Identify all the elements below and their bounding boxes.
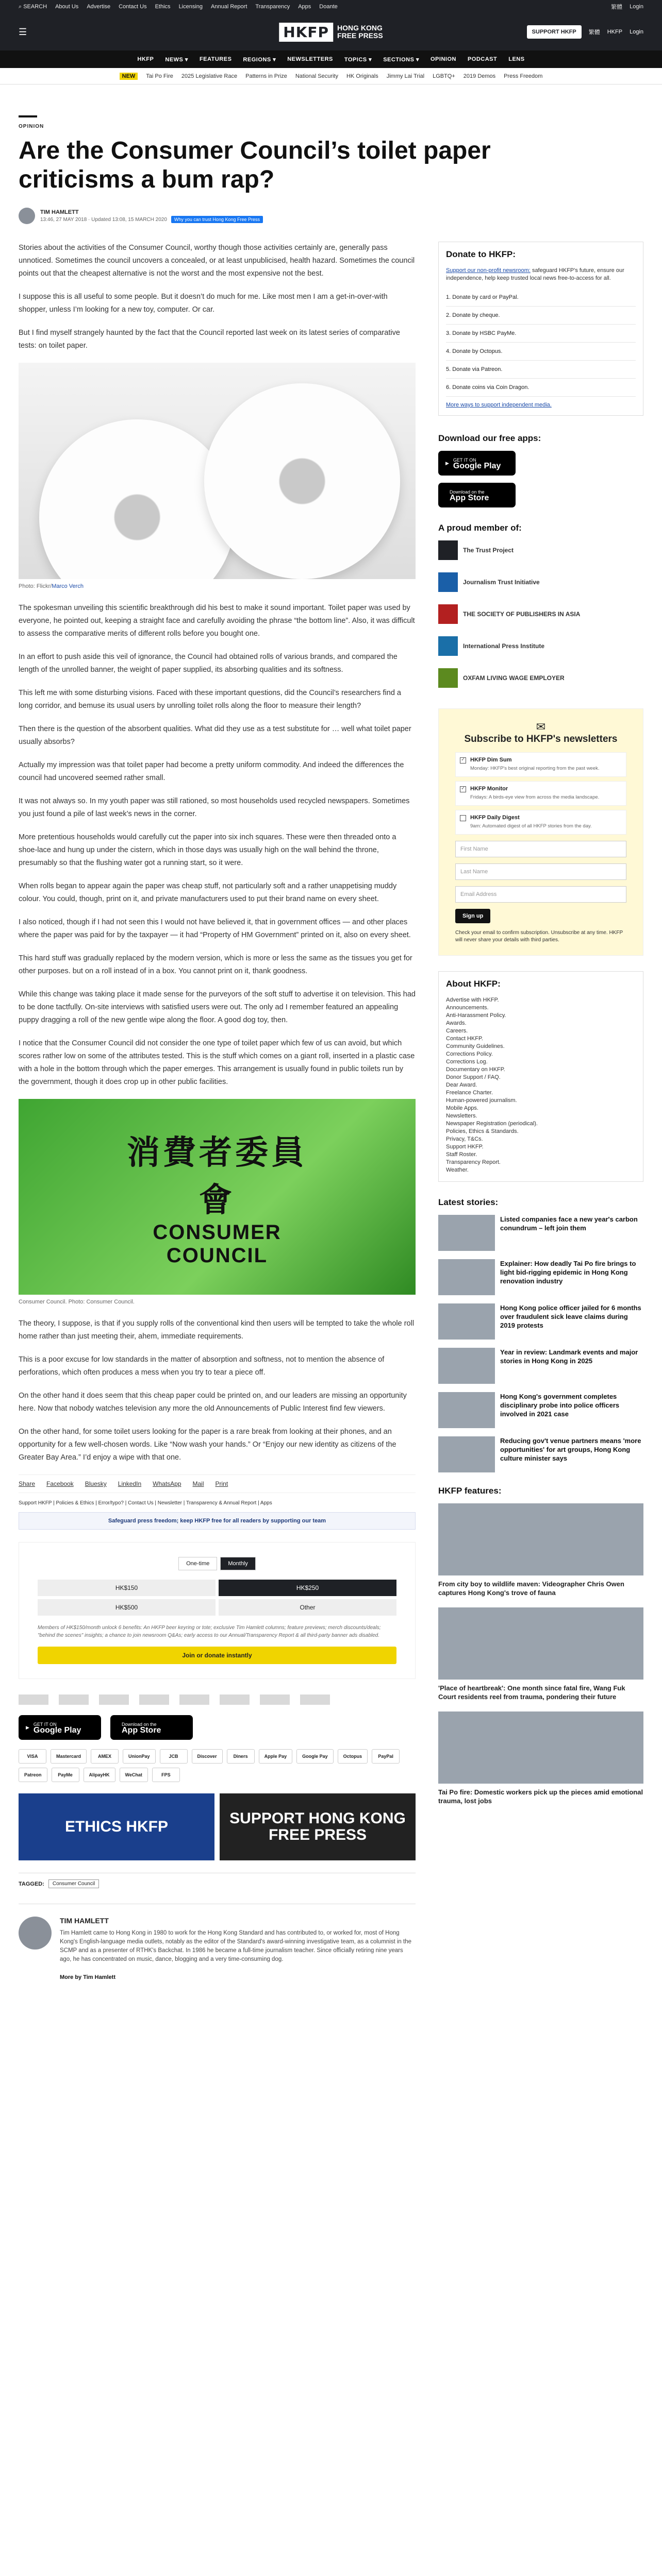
logo-text-line-2: FREE PRESS <box>337 31 383 40</box>
member-name: THE SOCIETY OF PUBLISHERS IN ASIA <box>463 611 581 618</box>
about-link[interactable]: Support HKFP. <box>446 1144 484 1150</box>
article-dates-text: 13:46, 27 MAY 2018 · Updated 13:08, 15 MARCH 2020 <box>40 217 167 223</box>
author-bio: Tim Hamlett came to Hong Kong in 1980 to work for the Hong Kong Standard and has contributed to, or worked for, most of Hong Kong's English-language media outlets, notably as the editor of the Standard's award-winning investigative team, as a columnist in the SCMP and as a presenter of RTHK's Backchat. In 1986 he became a full-time journalism teacher. Since officially retiring nine years ago, he has concentrated on music, dance, blogging and a very time-consuming dog. <box>60 1930 412 1962</box>
donate-option[interactable]: 1. Donate by card or PayPal. <box>446 289 636 307</box>
about-panel <box>438 971 643 1182</box>
member-name: Journalism Trust Initiative <box>463 579 540 586</box>
jcb-icon: JCB <box>160 1749 188 1764</box>
new-badge: NEW <box>120 73 138 80</box>
trending-item[interactable]: 2025 Legislative Race <box>181 73 238 79</box>
header-link-login[interactable]: Login <box>630 29 643 35</box>
header-link-chinese[interactable]: 繁體 <box>588 29 600 36</box>
octopus-icon: Octopus <box>338 1749 368 1764</box>
about-link[interactable]: Documentary on HKFP. <box>446 1066 505 1073</box>
trending-item[interactable]: Tai Po Fire <box>146 73 173 79</box>
newsletter-option-title: HKFP Daily Digest <box>470 815 520 821</box>
amount-option[interactable]: HK$500 <box>38 1599 216 1616</box>
latest-story[interactable] <box>438 1436 643 1472</box>
tag-row <box>19 1873 416 1888</box>
google-play-button[interactable] <box>19 1715 101 1740</box>
about-link[interactable]: Weather. <box>446 1167 469 1173</box>
google-play-icon: ▶ <box>445 460 449 466</box>
menu-icon[interactable]: ☰ <box>19 26 27 37</box>
paypal-icon: PayPal <box>372 1749 400 1764</box>
top-link-chinese[interactable]: 繁體 <box>611 4 623 10</box>
article-paragraph: The theory, I suppose, is that if you supply rolls of the conventional kind then users will be tempted to take the whole roll home rather than just meeting their, ahem, immediate requirements. <box>19 1319 415 1341</box>
diners-icon: Diners <box>227 1749 255 1764</box>
top-link-apps[interactable]: Apps <box>298 4 311 10</box>
about-link[interactable]: Anti-Harassment Policy. <box>446 1012 506 1019</box>
donation-widget <box>19 1542 416 1679</box>
about-link[interactable]: Careers. <box>446 1028 468 1034</box>
share-bar <box>19 1475 416 1493</box>
top-link-annual-report[interactable]: Annual Report <box>211 4 247 10</box>
newsletter-option-title: HKFP Monitor <box>470 786 508 792</box>
article-paragraph: In an effort to push aside this veil of ignorance, the Council had obtained rolls of various brands, and compared the length of the unrolled banner, the weight of paper supplied, its absorbing qualities and its softness. <box>19 653 398 674</box>
share-whatsapp[interactable]: WhatsApp <box>153 1480 181 1487</box>
trust-button[interactable]: Why you can trust Hong Kong Free Press <box>171 216 263 223</box>
donate-option[interactable]: 5. Donate via Patreon. <box>446 361 636 379</box>
app-store-label: App Store <box>122 1726 161 1735</box>
newsletter-option[interactable] <box>455 752 626 777</box>
google-play-icon: ▶ <box>26 1724 29 1730</box>
article-paragraph: Then there is the question of the absorbent qualities. What did they use as a test substitute for … well what toilet paper usually absorbs? <box>19 725 411 746</box>
latest-list <box>438 1215 643 1472</box>
donate-option[interactable]: 3. Donate by HSBC PayMe. <box>446 325 636 343</box>
about-link[interactable]: Community Guidelines. <box>446 1043 505 1049</box>
newsletter-note: Check your email to confirm subscription. Unsubscribe at any time. HKFP will never share your details with third parties. <box>455 930 623 943</box>
nav-item-features[interactable]: FEATURES <box>199 56 232 62</box>
about-link[interactable]: Policies, Ethics & Standards. <box>446 1128 519 1134</box>
donate-option[interactable]: 4. Donate by Octopus. <box>446 343 636 361</box>
nav-item-hkfp[interactable]: HKFP <box>137 56 154 62</box>
email-field[interactable]: Email Address <box>455 886 626 903</box>
support-promo[interactable]: SUPPORT HONG KONG FREE PRESS <box>220 1793 416 1860</box>
member-name: International Press Institute <box>463 642 545 650</box>
more-by-author-link[interactable]: More by Tim Hamlett <box>60 1974 115 1980</box>
trending-item[interactable]: Jimmy Lai Trial <box>386 73 425 79</box>
sidebar <box>438 242 643 1980</box>
apple-pay-icon: Apple Pay <box>259 1749 293 1764</box>
nav-item-topics[interactable]: TOPICS ▾ <box>344 56 372 63</box>
photo-credit-link[interactable]: Marco Verch <box>52 583 84 589</box>
about-link[interactable]: Awards. <box>446 1020 467 1026</box>
nav-item-lens[interactable]: LENS <box>508 56 525 62</box>
mail-icon: ✉ <box>536 720 546 733</box>
nav-item-newsletters[interactable]: NEWSLETTERS <box>287 56 333 62</box>
member-name: The Trust Project <box>463 547 514 554</box>
partner-logo <box>19 1694 48 1705</box>
story-thumbnail <box>438 1215 495 1251</box>
top-link-about[interactable]: About Us <box>55 4 79 10</box>
feature-title: 'Place of heartbreak': One month since fatal fire, Wang Fuk Court residents reel from trauma, pondering their future <box>438 1684 625 1701</box>
site-logo[interactable] <box>279 23 383 42</box>
article-paragraph: While this change was taking place it made sense for the purveyors of the soft stuff to advertise it on television. This had to be done tactfully. On-site interviews with satisfied users were out. The only ad I remember featured an appealing puppy dragging a roll of the new gentle wipe along the floor. A good dog toy, then. <box>19 990 416 1024</box>
feature-image <box>438 1607 643 1680</box>
apps-heading: Download our free apps: <box>438 433 541 443</box>
visa-icon: VISA <box>19 1749 46 1764</box>
council-sign <box>118 1126 317 1267</box>
toilet-paper-photo <box>19 363 416 579</box>
share-print[interactable]: Print <box>215 1480 228 1487</box>
join-donate-button[interactable]: Join or donate instantly <box>38 1647 396 1664</box>
council-sign-chinese: 消費者委員會 <box>127 1134 307 1219</box>
features-list <box>438 1503 643 1805</box>
partner-logos <box>19 1694 416 1705</box>
photo-caption: Consumer Council. Photo: Consumer Council. <box>19 1299 135 1305</box>
about-link[interactable]: Corrections Log. <box>446 1059 488 1065</box>
story-thumbnail <box>438 1259 495 1295</box>
logo-text-line-1: HONG KONG <box>337 24 383 32</box>
member-sopa[interactable] <box>438 604 643 624</box>
feature-story[interactable] <box>438 1607 643 1701</box>
about-link[interactable]: Staff Roster. <box>446 1151 477 1158</box>
top-link-contact[interactable]: Contact Us <box>119 4 147 10</box>
member-logos <box>438 540 643 688</box>
google-pay-icon: Google Pay <box>296 1749 334 1764</box>
one-time-tab[interactable]: One-time <box>178 1557 217 1570</box>
story-thumbnail <box>438 1436 495 1472</box>
last-name-field[interactable]: Last Name <box>455 863 626 880</box>
article-paragraph: It was not always so. In my youth paper was still rationed, so most households used recycled newspapers. Sometimes you just found a pile of last week’s news in the corner. <box>19 797 410 818</box>
story-title: Listed companies face a new year's carbon conundrum – left join them <box>500 1215 638 1232</box>
partner-logo <box>59 1694 89 1705</box>
story-title: Hong Kong's government completes disciplinary probe into police officers involved in 2021 case <box>500 1393 620 1418</box>
donate-heading: Donate to HKFP: <box>446 249 516 259</box>
donate-intro-text: safeguard HKFP's future, ensure our independence, help keep trusted local news free-to-access for all. <box>446 267 624 281</box>
google-play-small: GET IT ON <box>453 457 476 463</box>
app-store-small: Download on the <box>122 1722 157 1727</box>
council-sign-english: CONSUMER COUNCIL <box>153 1221 282 1267</box>
article-kicker[interactable]: OPINION <box>19 124 44 129</box>
nav-item-news[interactable]: NEWS ▾ <box>165 56 188 63</box>
discover-icon: Discover <box>192 1749 223 1764</box>
article-paragraph: I suppose this is all useful to some people. But it doesn’t do much for me. Like most men I am a get-in-over-with shopper, unless I’m looking for a new toy, computer. Or car. <box>19 293 388 314</box>
app-store-small: Download on the <box>450 489 485 495</box>
about-link[interactable]: Privacy, T&Cs. <box>446 1136 483 1142</box>
article-paragraph: The spokesman unveiling this scientific breakthrough did his best to make it sound important. Toilet paper was used by everyone, he pointed out, keeping a straight face and carefully avoiding the phrase “the bottom line”. Also, it was difficult to assess the comparative merits of different rolls before you bought one. <box>19 604 415 638</box>
about-link[interactable]: Newsletters. <box>446 1113 477 1119</box>
latest-story[interactable] <box>438 1392 643 1428</box>
google-play-small: GET IT ON <box>33 1722 57 1727</box>
donate-intro <box>446 267 636 282</box>
trending-bar <box>0 68 662 84</box>
member-ipi[interactable] <box>438 636 643 656</box>
nav-item-regions[interactable]: REGIONS ▾ <box>243 56 276 63</box>
share-bluesky[interactable]: Bluesky <box>85 1480 107 1487</box>
newsletter-signup <box>438 708 643 956</box>
share-link[interactable]: Share <box>19 1480 36 1487</box>
newsletter-option[interactable] <box>455 781 626 806</box>
photo-caption-text: Photo: Flickr/ <box>19 583 52 589</box>
wechat-icon: WeChat <box>120 1768 148 1782</box>
consumer-council-photo <box>19 1099 416 1295</box>
top-link-transparency[interactable]: Transparency <box>255 4 290 10</box>
about-link[interactable]: Advertise with HKFP. <box>446 997 499 1003</box>
newsletter-option-desc: Fridays: A birds-eye view from across the media landscape. <box>470 794 600 800</box>
author-photo <box>19 1917 52 1950</box>
top-link-ethics[interactable]: Ethics <box>155 4 171 10</box>
article-paragraph: Actually my impression was that toilet paper had become a pretty uniform commodity. And indeed the differences the council had uncovered seemed rather small. <box>19 761 404 782</box>
partner-logo <box>139 1694 169 1705</box>
trending-item[interactable]: LGBTQ+ <box>433 73 455 79</box>
article-paragraph: I also noticed, though if I had not seen this I would not have believed it, that in government offices — and other places where the paper was paid for by the taxpayer — it had “Property of HM Government” printed on it, also on every sheet. <box>19 918 411 939</box>
author-box <box>19 1904 416 1980</box>
feature-title: Tai Po fire: Domestic workers pick up the pieces amid emotional trauma, lost jobs <box>438 1788 643 1805</box>
article-paragraph: On the other hand it does seem that this cheap paper could be printed on, and our leaders are missing an opportunity here. Now that nobody watches television any more the old Announcements of Public Interest find few viewers. <box>19 1392 407 1413</box>
about-link[interactable]: Contact HKFP. <box>446 1036 483 1042</box>
amount-option-selected[interactable]: HK$250 <box>219 1580 396 1596</box>
donate-intro-link[interactable]: Support our non-profit newsroom: <box>446 267 531 274</box>
article-paragraph: Stories about the activities of the Consumer Council, worthy though those activities certainly are, generally pass unnoticed. Sometimes the council uncovers a concealed, or at least unpublicised, health hazard. Sometimes the council points out that the cheapest alternative is not the worst and the most expensive not the best. <box>19 244 415 278</box>
story-title: Hong Kong police officer jailed for 6 months over fraudulent sick leave claims during 2019 protests <box>500 1304 641 1329</box>
partner-logo <box>220 1694 250 1705</box>
top-link-licensing[interactable]: Licensing <box>178 4 203 10</box>
amex-icon: AMEX <box>91 1749 119 1764</box>
payment-icons <box>19 1749 416 1782</box>
donate-option[interactable]: 2. Donate by cheque. <box>446 307 636 325</box>
top-utility-bar <box>0 0 662 13</box>
about-heading: About HKFP: <box>446 979 501 989</box>
fps-icon: FPS <box>152 1768 180 1782</box>
mastercard-icon: Mastercard <box>51 1749 87 1764</box>
share-mail[interactable]: Mail <box>192 1480 204 1487</box>
story-title: Year in review: Landmark events and major stories in Hong Kong in 2025 <box>500 1348 638 1365</box>
about-link[interactable]: Mobile Apps. <box>446 1105 478 1111</box>
article-paragraph: When rolls began to appear again the paper was cheap stuff, not particularly soft and a rather unappetising muddy colour. You could, though, print on it, and private manufacturers used to put their brand name on every sheet. <box>19 882 397 903</box>
google-play-label: Google Play <box>453 462 501 470</box>
app-store-button[interactable] <box>110 1715 193 1740</box>
site-header <box>0 13 662 50</box>
member-name: OXFAM LIVING WAGE EMPLOYER <box>463 674 565 682</box>
feature-image <box>438 1711 643 1784</box>
nav-item-sections[interactable]: SECTIONS ▾ <box>383 56 419 63</box>
newsletter-option-title: HKFP Dim Sum <box>470 757 512 763</box>
signup-button[interactable]: Sign up <box>455 909 490 923</box>
top-link-donate[interactable]: Doante <box>319 4 338 10</box>
newsletter-option-desc: 9am: Automated digest of all HKFP stories from the day. <box>470 823 592 829</box>
story-thumbnail <box>438 1392 495 1428</box>
about-list <box>446 996 636 1174</box>
article-paragraph: I notice that the Consumer Council did not consider the one type of toilet paper which few of us can avoid, but which scores rather low on some of the attributes tested. This is the stuff which comes on a giant roll, inserted in a plastic case with a hole in the bottom through which the paper emerges. This arrangement is usually found in public toilets run by the government, though it does crop up in other public facilities. <box>19 1039 415 1086</box>
search-link[interactable]: ⌕ SEARCH <box>19 3 47 10</box>
trending-item[interactable]: HK Originals <box>346 73 378 79</box>
feature-image <box>438 1503 643 1575</box>
latest-story[interactable] <box>438 1303 643 1340</box>
main-nav <box>0 50 662 68</box>
author-avatar <box>19 208 35 224</box>
nav-item-opinion[interactable]: OPINION <box>431 56 456 62</box>
checkbox[interactable] <box>460 815 466 821</box>
latest-story[interactable] <box>438 1215 643 1251</box>
about-link[interactable]: Donor Support / FAQ. <box>446 1074 501 1080</box>
support-hkfp-button[interactable]: SUPPORT HKFP <box>527 25 582 39</box>
partner-logo <box>99 1694 129 1705</box>
member-oxfam[interactable] <box>438 668 643 688</box>
article-title: Are the Consumer Council’s toilet paper criticisms a bum rap? <box>19 137 491 193</box>
nav-item-podcast[interactable]: PODCAST <box>467 56 498 62</box>
google-play-label: Google Play <box>33 1726 81 1735</box>
trending-item[interactable]: 2019 Demos <box>463 73 496 79</box>
search-label: SEARCH <box>23 3 47 10</box>
partner-logo <box>179 1694 209 1705</box>
partner-logo <box>300 1694 330 1705</box>
story-thumbnail <box>438 1348 495 1384</box>
byline <box>19 208 643 224</box>
member-heading: A proud member of: <box>438 523 522 533</box>
checkbox-checked[interactable] <box>460 786 466 792</box>
feature-story[interactable] <box>438 1711 643 1805</box>
logo-text <box>337 24 383 40</box>
sidebar-app-store-button[interactable] <box>438 483 516 507</box>
first-name-field[interactable]: First Name <box>455 841 626 857</box>
trending-item[interactable]: National Security <box>295 73 338 79</box>
newsletter-heading: Subscribe to HKFP's newsletters <box>464 734 618 744</box>
share-linkedin[interactable]: LinkedIn <box>118 1480 142 1487</box>
sidebar-google-play-button[interactable] <box>438 451 516 476</box>
about-link[interactable]: Corrections Policy. <box>446 1051 493 1057</box>
safeguard-banner[interactable]: Safeguard press freedom; keep HKFP free for all readers by supporting our team <box>19 1512 416 1530</box>
share-facebook[interactable]: Facebook <box>46 1480 74 1487</box>
monthly-tab[interactable]: Monthly <box>220 1557 256 1570</box>
tagged-label: TAGGED: <box>19 1880 44 1887</box>
amount-option[interactable]: HK$150 <box>38 1580 216 1596</box>
article-body <box>19 242 416 1980</box>
article-footer-links[interactable]: Support HKFP | Policies & Ethics | Error/typo? | Contact Us | Newsletter | Transparency & Annual Report | Apps <box>19 1500 272 1506</box>
ethics-promo[interactable]: ETHICS HKFP <box>19 1793 214 1860</box>
more-ways-link[interactable]: More ways to support independent media. <box>446 402 552 408</box>
article-paragraph: This left me with some disturbing visions. Faced with these important questions, did the Council’s researchers find a long corridor, and bemuse its usual users by unrolling toilet rolls along the floor to measure their length? <box>19 689 401 710</box>
about-link[interactable]: Transparency Report. <box>446 1159 501 1165</box>
features-heading: HKFP features: <box>438 1486 502 1496</box>
checkbox-checked[interactable] <box>460 757 466 764</box>
trending-item[interactable]: Press Freedom <box>504 73 543 79</box>
trending-item[interactable]: Patterns in Prize <box>245 73 287 79</box>
author-name[interactable]: TIM HAMLETT <box>40 209 79 215</box>
partner-logo <box>260 1694 290 1705</box>
article-paragraph: But I find myself strangely haunted by the fact that the Council reported last week on its latest series of comparative tests: on toilet paper. <box>19 329 400 350</box>
donate-panel <box>438 242 643 416</box>
article-paragraph: On the other hand, for some toilet users looking for the paper is a rare break from looking at their phones, and an opportunity for a few well-chosen words. Like “Now wash your hands.” Or “Enjoy our new identity as citizens of the Greater Bay Area.” I’d enjoy a wipe with that one. <box>19 1428 396 1462</box>
alipay-icon: AlipayHK <box>84 1768 115 1782</box>
story-title: Explainer: How deadly Tai Po fire brings to light bid-rigging epidemic in Hong Kong renovation industry <box>500 1260 636 1285</box>
latest-heading: Latest stories: <box>438 1197 499 1207</box>
logo-mark: HKFP <box>279 23 333 42</box>
latest-story[interactable] <box>438 1259 643 1295</box>
about-link[interactable]: Newspaper Registration (periodical). <box>446 1121 538 1127</box>
story-title: Reducing gov't venue partners means 'more opportunities' for art groups, Hong Kong culture minister says <box>500 1437 641 1462</box>
membership-benefits: Members of HK$150/month unlock 6 benefits: An HKFP beer keyring or tote; exclusive Tim Hamlett columns; feature previews; merch discounts/deals; "behind the scenes" insights; a chance to join newsroom Q&As; early access to our Annual/Transparency Report & all third-party banner ads disabled. <box>38 1625 381 1638</box>
donate-option[interactable]: 6. Donate coins via Coin Dragon. <box>446 379 636 397</box>
section-rule <box>19 115 37 117</box>
photo-caption <box>19 583 416 589</box>
header-link-hkfp[interactable]: HKFP <box>607 29 623 35</box>
feature-story[interactable] <box>438 1503 643 1597</box>
article-paragraph: This hard stuff was gradually replaced by the modern version, which is more or less the same as the tissues you get for other purposes. but on a roll instead of in a box. You cannot print on it, thank goodness. <box>19 954 412 975</box>
article-paragraph: More pretentious households would carefully cut the paper into six inch squares. These were then threaded onto a shoe-lace and hung up under the cistern, which in those days was usually high on the wall behind the throne, presumably so that the flushing water got a running start, so it were. <box>19 833 396 867</box>
about-link[interactable]: Freelance Charter. <box>446 1090 493 1096</box>
tag-consumer-council[interactable]: Consumer Council <box>48 1879 99 1888</box>
newsletter-option-desc: Monday: HKFP's best original reporting from the past week. <box>470 766 600 771</box>
top-link-advertise[interactable]: Advertise <box>87 4 111 10</box>
newsletter-option[interactable] <box>455 810 626 835</box>
member-jti[interactable] <box>438 572 643 592</box>
member-trust-project[interactable] <box>438 540 643 560</box>
feature-title: From city boy to wildlife maven: Videographer Chris Owen captures Hong Kong's trove of fauna <box>438 1580 624 1597</box>
story-thumbnail <box>438 1303 495 1340</box>
payme-icon: PayMe <box>52 1768 79 1782</box>
patreon-icon: Patreon <box>19 1768 47 1782</box>
about-link[interactable]: Announcements. <box>446 1005 489 1011</box>
unionpay-icon: UnionPay <box>123 1749 156 1764</box>
amount-option-other[interactable]: Other <box>219 1599 396 1616</box>
latest-story[interactable] <box>438 1348 643 1384</box>
article-paragraph: This is a poor excuse for low standards in the matter of absorption and softness, not to mention the absence of perforations, which often produces a mess when you try to tear a piece off. <box>19 1355 385 1377</box>
top-link-login[interactable]: Login <box>630 4 643 10</box>
app-store-label: App Store <box>450 494 489 502</box>
about-link[interactable]: Human-powered journalism. <box>446 1097 517 1104</box>
article-dates <box>40 217 263 223</box>
about-link[interactable]: Dear Award. <box>446 1082 477 1088</box>
author-box-name[interactable]: TIM HAMLETT <box>60 1917 109 1925</box>
